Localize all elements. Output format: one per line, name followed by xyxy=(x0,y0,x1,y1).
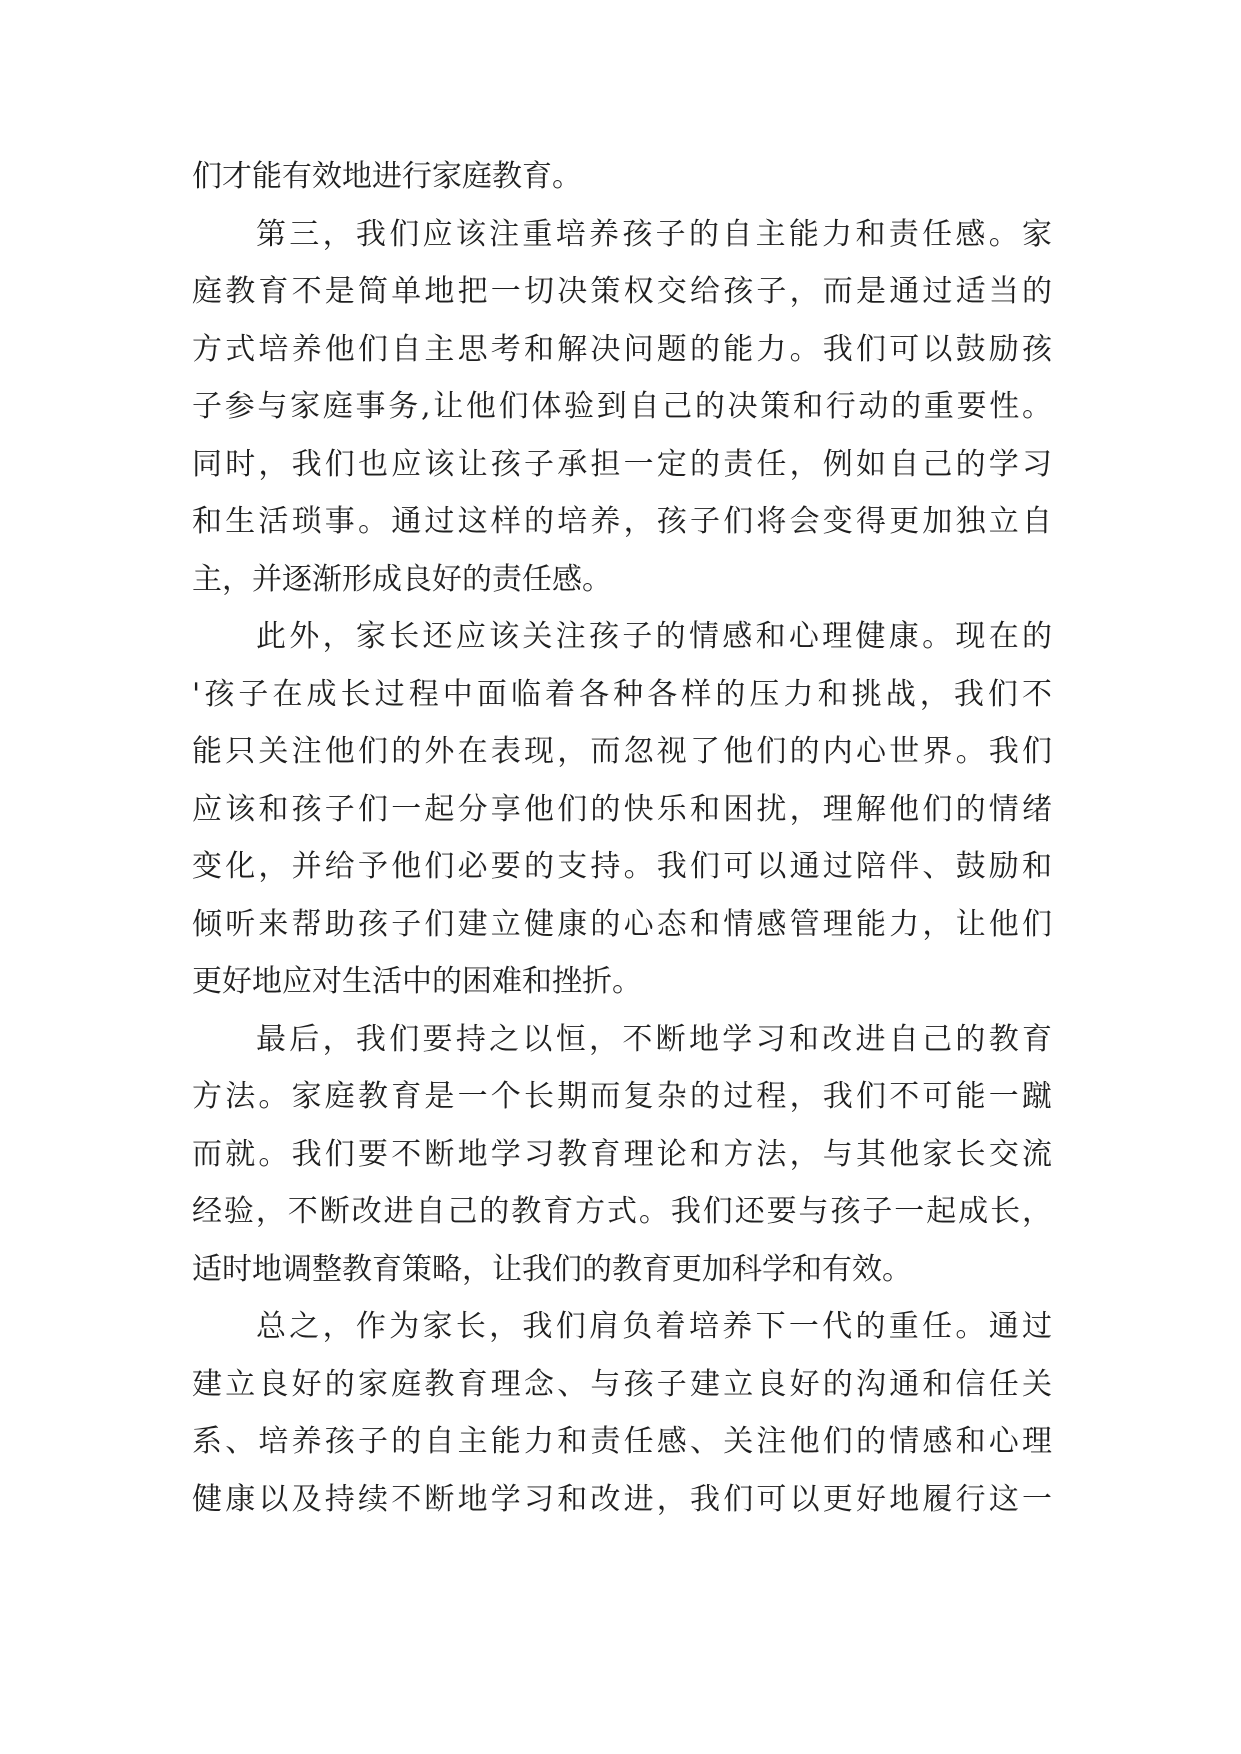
paragraph-start-line: 最后，我们要持之以恒，不断地学习和改进自己的教育 xyxy=(256,1021,1052,1057)
text-line: 们才能有效地进行家庭教育。 xyxy=(192,159,582,194)
paragraph-start-line: 总之，作为家长，我们肩负着培养下一代的重任。通过 xyxy=(256,1309,1052,1344)
text-line: 方法。家庭教育是一个长期而复杂的过程，我们不可能一蹴 xyxy=(192,1079,1052,1114)
text-line: 健康以及持续不断地学习和改进，我们可以更好地履行这一 xyxy=(192,1481,1052,1517)
text-line: 主，并逐渐形成良好的责任感。 xyxy=(192,561,612,597)
text-line: 庭教育不是简单地把一切决策权交给孩子，而是通过适当的 xyxy=(192,274,1052,309)
paragraph-start-line: 第三，我们应该注重培养孩子的自主能力和责任感。家 xyxy=(256,216,1052,252)
text-line: 变化，并给予他们必要的支持。我们可以通过陪伴、鼓励和 xyxy=(192,849,1052,884)
text-line: 经验，不断改进自己的教育方式。我们还要与孩子一起成长， xyxy=(192,1194,1052,1229)
text-line: 适时地调整教育策略，让我们的教育更加科学和有效。 xyxy=(192,1251,912,1287)
text-line: 应该和孩子们一起分享他们的快乐和困扰，理解他们的情绪 xyxy=(192,791,1052,827)
body-text xyxy=(192,148,1052,1528)
text-line: 能只关注他们的外在表现，而忽视了他们的内心世界。我们 xyxy=(192,734,1052,769)
text-line: 和生活琐事。通过这样的培养，孩子们将会变得更加独立自 xyxy=(192,504,1052,539)
text-line: 系、培养孩子的自主能力和责任感、关注他们的情感和心理 xyxy=(192,1424,1052,1459)
text-line: 建立良好的家庭教育理念、与孩子建立良好的沟通和信任关 xyxy=(192,1366,1052,1402)
paragraph-start-line: 此外，家长还应该关注孩子的情感和心理健康。现在的 xyxy=(256,619,1052,654)
text-line: 子参与家庭事务,让他们体验到自己的决策和行动的重要性。 xyxy=(192,389,1052,424)
text-line: 倾听来帮助孩子们建立健康的心态和情感管理能力，让他们 xyxy=(192,906,1052,942)
text-line: 而就。我们要不断地学习教育理论和方法，与其他家长交流 xyxy=(192,1136,1052,1172)
text-line: 方式培养他们自主思考和解决问题的能力。我们可以鼓励孩 xyxy=(192,331,1052,367)
text-line: '孩子在成长过程中面临着各种各样的压力和挑战，我们不 xyxy=(192,676,1052,712)
text-line: 同时，我们也应该让孩子承担一定的责任，例如自己的学习 xyxy=(192,446,1052,482)
text-line: 更好地应对生活中的困难和挫折。 xyxy=(192,964,642,999)
